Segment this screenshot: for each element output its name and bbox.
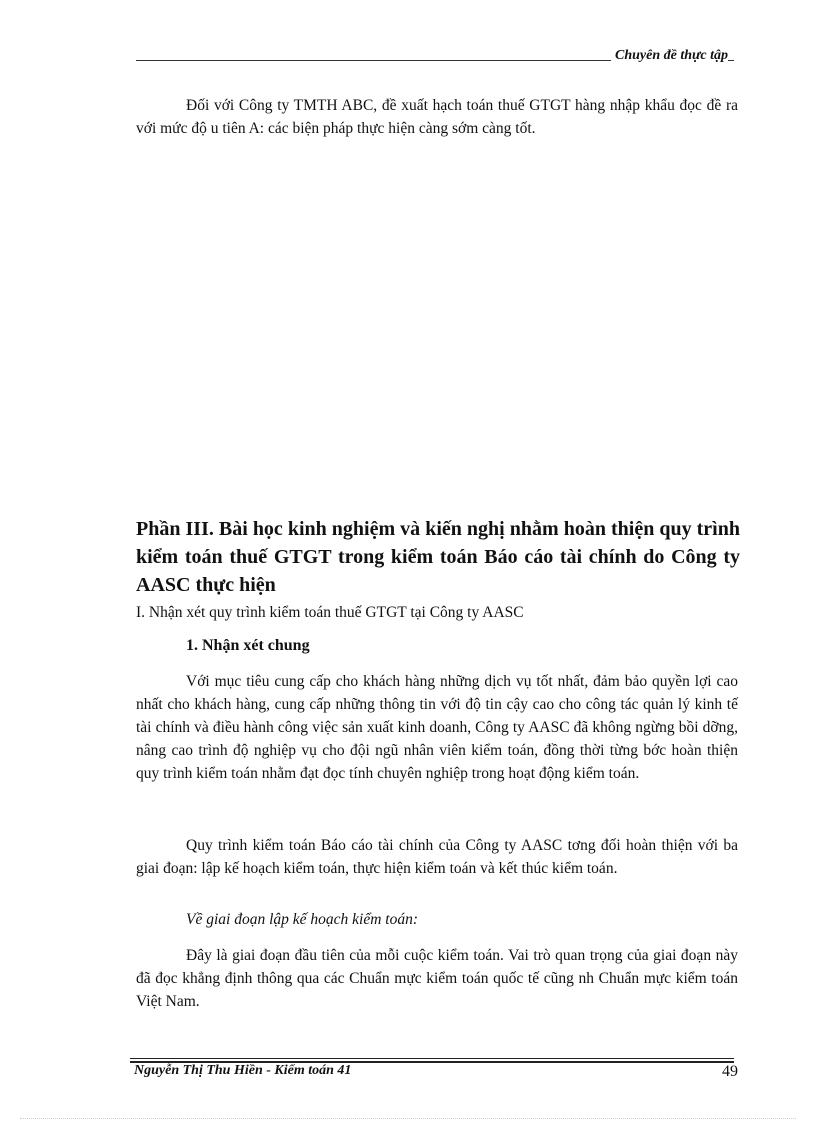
paragraph-1: Với mục tiêu cung cấp cho khách hàng những dịch vụ tốt nhất, đảm bảo quyền lợi cao nhất cho khách hàng, cung cấp những thông tin với độ tin cậy cao cho công tác quản lý kinh tế tài chính và điều hành công việc sản xuất kinh doanh, Công ty AASC đã không ngừng bồi dỡng, nâng cao trình độ nghiệp vụ cho đội ngũ nhân viên kiểm toán, đồng thời từng bớc hoàn thiện quy trình kiểm toán nhằm đạt đọc tính chuyên nghiệp trong hoạt động kiểm toán. — [136, 673, 738, 782]
header-title: Chuyên đề thực tập — [611, 48, 728, 64]
section1-heading: I. Nhận xét quy trình kiểm toán thuế GTGT tại Công ty AASC — [136, 604, 524, 621]
part3-heading: Phần III. Bài học kinh nghiệm và kiến nghị nhằm hoàn thiện quy trình kiểm toán thuế GTGT trong kiểm toán Báo cáo tài chính do Công ty AASC thực hiện — [136, 518, 740, 596]
subsection1-heading: 1. Nhận xét chung — [186, 637, 310, 654]
page-edge-dots — [20, 1118, 796, 1119]
paragraph-3: Đây là giai đoạn đầu tiên của mỗi cuộc kiểm toán. Vai trò quan trọng của giai đoạn này đã đọc khẳng định thông qua các Chuẩn mực kiểm toán quốc tế cũng nh Chuẩn mực kiểm toán Việt Nam. — [136, 947, 738, 1010]
intro-paragraph: Đối với Công ty TMTH ABC, đề xuất hạch toán thuế GTGT hàng nhập khẩu đọc đề ra với mức độ u tiên A: các biện pháp thực hiện càng sớm càng tốt. — [136, 97, 738, 137]
planning-heading: Về giai đoạn lập kế hoạch kiểm toán: — [186, 911, 419, 928]
footer-author: Nguyễn Thị Thu Hiền - Kiểm toán 41 — [134, 1063, 352, 1078]
page-number: 49 — [722, 1063, 738, 1080]
paragraph-2: Quy trình kiểm toán Báo cáo tài chính của Công ty AASC tơng đối hoàn thiện với ba giai đoạn: lập kế hoạch kiểm toán, thực hiện kiểm toán và kết thúc kiểm toán. — [136, 837, 738, 877]
footer-rule-thin — [130, 1058, 734, 1059]
